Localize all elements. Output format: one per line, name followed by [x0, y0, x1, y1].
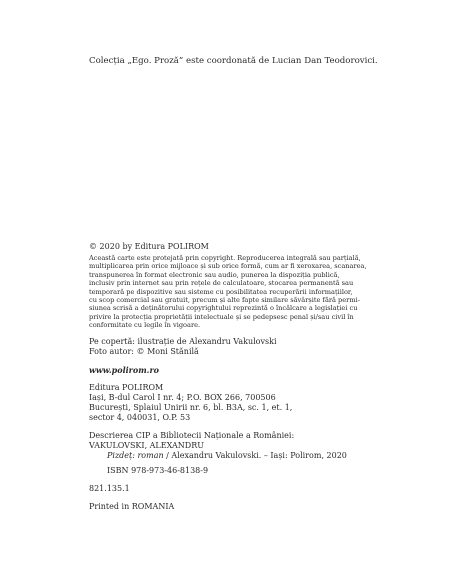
printed-in: Printed in ROMANIA — [89, 501, 175, 511]
legal-line: multiplicarea prin orice mijloace și sub orice formă, cum ar fi xeroxarea, scanarea, — [89, 262, 367, 271]
publisher-line: Editura POLIROM — [89, 382, 164, 392]
cip-record — [89, 431, 367, 476]
publisher-line: București, Splaiul Unirii nr. 6, bl. B3A, sc. 1, et. 1, — [89, 402, 293, 412]
legal-line: inclusiv prin internet sau prin rețele de calculatoare, stocarea permanentă sau — [89, 279, 354, 288]
copyright-line: © 2020 by Editura POLIROM — [89, 242, 209, 251]
copyright-block — [89, 242, 367, 512]
legal-line: temporară pe dispozitive sau sisteme cu posibilitatea recuperării informațiilor, — [89, 287, 353, 296]
legal-notice — [89, 254, 367, 330]
legal-line: privire la protecția proprietății intelectuale și se pedepsesc penal și/sau civil în — [89, 312, 354, 321]
legal-line: siunea scrisă a deținătorului copyrightului reprezintă o încălcare a legislației cu — [89, 304, 358, 313]
cip-author: VAKULOVSKI, ALEXANDRU — [89, 440, 204, 450]
classification-number: 821.135.1 — [89, 483, 130, 493]
cip-heading: Descrierea CIP a Bibliotecii Naționale a României: — [89, 430, 295, 440]
legal-line: cu scop comercial sau gratuit, precum și alte fapte similare săvârșite fără permi- — [89, 296, 360, 305]
cip-title-rest: / Alexandru Vakulovski. – Iași: Polirom, 2020 — [163, 450, 347, 460]
series-note: Colecția „Ego. Proză” este coordonată de Lucian Dan Teodorovici. — [89, 56, 378, 66]
legal-line: conformitate cu legile în vigoare. — [89, 321, 201, 330]
publisher-address — [89, 383, 367, 423]
website-link[interactable]: www.polirom.ro — [89, 364, 159, 375]
legal-line: Această carte este protejată prin copyright. Reproducerea integrală sau parțială, — [89, 254, 361, 262]
cip-isbn: ISBN 978-973-46-8138-9 — [107, 465, 209, 475]
cip-title-main: Pizdeț: roman — [107, 450, 164, 460]
publisher-line: sector 4, 040031, O.P. 53 — [89, 412, 191, 422]
publisher-line: Iași, B-dul Carol I nr. 4; P.O. BOX 266, 700506 — [89, 392, 276, 402]
legal-line: transpunerea în format electronic sau audio, punerea la dispoziția publică, — [89, 270, 340, 279]
cover-credit: Pe copertă: ilustrație de Alexandru Vakulovski — [89, 336, 277, 346]
photo-credit: Foto autor: © Moni Stănilă — [89, 346, 199, 356]
cip-title — [89, 451, 367, 461]
